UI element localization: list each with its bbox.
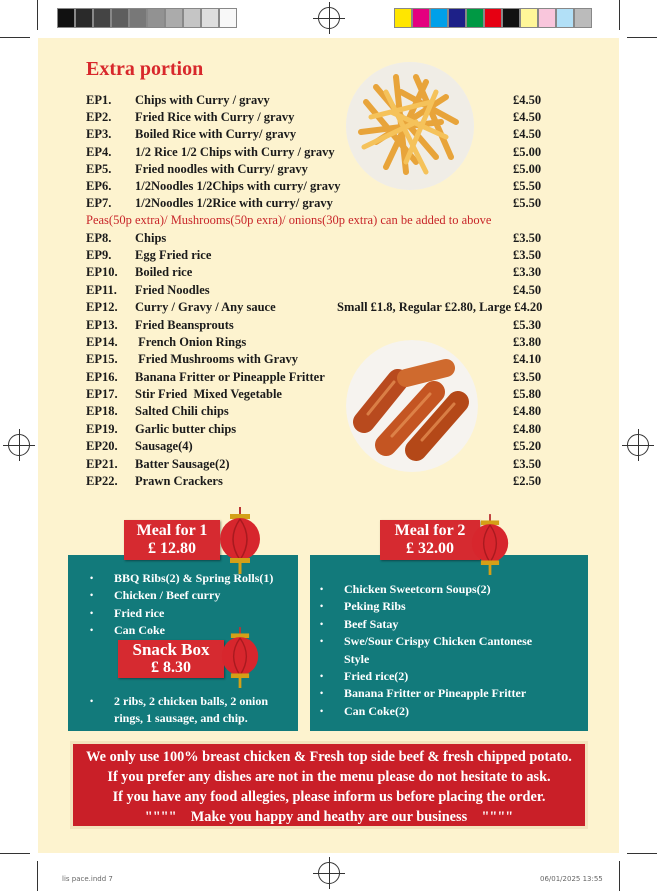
item-code: EP2. [86,110,112,124]
item-price: £4.50 [513,283,542,297]
footer-line: If you have any food allegies, please inform us before placing the order. [112,789,546,805]
item-name: Egg Fried rice [135,248,212,262]
item-code: EP22. [86,474,118,488]
registration-mark [627,434,649,456]
meal2-item: • Fried rice(2) [310,668,588,685]
item-name: Sausage(4) [135,439,193,453]
color-swatches [394,8,592,28]
item-code: EP7. [86,196,112,210]
file-slug: lis pace.indd 7 [62,875,113,883]
item-price: £4.10 [513,352,542,366]
item-name: Fried Rice with Curry / gravy [135,110,295,124]
item-price: £5.30 [513,318,542,332]
footer-line: We only use 100% breast chicken & Fresh top side beef & fresh chipped potato. [86,749,572,765]
meal2-item: • Swe/Sour Crispy Chicken Cantonese [310,633,588,650]
item-price: £3.50 [513,231,542,245]
item-price: £5.00 [513,162,542,176]
sausage-photo [346,340,478,472]
crop-mark [627,853,657,854]
meal-for-2-tag [380,520,480,560]
tag-title: Meal for 1 [136,522,208,539]
item-name: Fried Mushrooms with Gravy [135,352,298,366]
item-code: EP19. [86,422,118,436]
item-code: EP8. [86,231,112,245]
item-code: EP12. [86,300,118,314]
tag-title: Snack Box [132,640,210,659]
crop-mark [627,37,657,38]
item-name: Boiled Rice with Curry/ gravy [135,127,297,141]
item-name: 1/2Noodles 1/2Chips with curry/ gravy [135,179,341,193]
lantern-icon [220,626,260,690]
item-code: EP21. [86,457,118,471]
snack-box-tag [118,640,224,678]
footer-notice [70,741,588,829]
item-price: £3.50 [513,248,542,262]
item-code: EP1. [86,93,112,107]
meal1-item: • BBQ Ribs(2) & Spring Rolls(1) [68,570,298,587]
crop-mark [0,37,30,38]
item-price: £3.30 [513,265,542,279]
item-code: EP9. [86,248,112,262]
item-name: Stir Fried Mixed Vegetable [135,387,282,401]
meal2-item: • Can Coke(2) [310,703,588,720]
item-prices: Small £1.8, Regular £2.80, Large £4.20 [337,300,543,314]
item-name: Prawn Crackers [135,474,223,488]
tag-title: Meal for 2 [394,522,466,539]
tag-price: £ 8.30 [151,659,191,676]
gray-swatches [57,8,237,28]
section-title: Extra portion [86,58,204,80]
snack-item: • 2 ribs, 2 chicken balls, 2 onion [68,693,268,710]
meal2-item: • Chicken Sweetcorn Soups(2) [310,581,588,598]
item-name: Chips [135,231,167,245]
item-code: EP11. [86,283,117,297]
date-slug: 06/01/2025 13:55 [540,875,603,883]
meal2-item: • Peking Ribs [310,598,588,615]
crop-mark [619,0,620,30]
item-name: Fried Beansprouts [135,318,234,332]
item-name: Salted Chili chips [135,404,229,418]
item-name: Boiled rice [135,265,193,279]
item-price: £3.50 [513,370,542,384]
item-code: EP5. [86,162,112,176]
item-price: £3.80 [513,335,542,349]
meal1-item: • Can Coke [68,622,298,639]
item-code: EP17. [86,387,118,401]
crop-mark [0,853,30,854]
item-price: £3.50 [513,457,542,471]
item-code: EP3. [86,127,112,141]
item-name: 1/2 Rice 1/2 Chips with Curry / gravy [135,145,335,159]
item-name: Banana Fritter or Pineapple Fritter [135,370,325,384]
meal-for-1-tag [124,520,220,560]
tag-price: £ 32.00 [406,540,454,557]
meal2-item: • Banana Fritter or Pineapple Fritter [310,685,588,702]
lantern-icon [218,507,262,575]
item-price: £5.00 [513,145,542,159]
item-price: £5.50 [513,196,542,210]
item-code: EP15. [86,352,118,366]
item-price: £4.80 [513,404,542,418]
meal2-item: Style [344,651,370,666]
crop-mark [37,861,38,891]
item-price: £4.50 [513,110,542,124]
meal-for-2-panel [310,555,588,731]
item-code: EP6. [86,179,112,193]
item-name: Curry / Gravy / Any sauce [135,300,276,314]
item-name: Garlic butter chips [135,422,237,436]
extras-note: Peas(50p extra)/ Mushrooms(50p exra)/ onions(30p extra) can be added to above [86,213,492,227]
item-code: EP16. [86,370,118,384]
crop-mark [619,861,620,891]
item-name: Fried noodles with Curry/ gravy [135,162,308,176]
item-price: £5.50 [513,179,542,193]
lantern-icon [470,513,510,577]
chips-photo [346,62,474,190]
meal1-item: • Chicken / Beef curry [68,587,298,604]
item-code: EP13. [86,318,118,332]
snack-item: rings, 1 sausage, and chip. [114,711,248,726]
item-name: Chips with Curry / gravy [135,93,270,107]
item-price: £4.80 [513,422,542,436]
item-price: £4.50 [513,127,542,141]
item-code: EP18. [86,404,118,418]
registration-mark [8,434,30,456]
item-price: £4.50 [513,93,542,107]
item-code: EP14. [86,335,118,349]
item-code: EP10. [86,265,118,279]
footer-line: """" Make you happy and heathy are our business """" [144,809,514,825]
footer-line: If you prefer any dishes are not in the menu please do not hesitate to ask. [107,769,551,785]
item-code: EP20. [86,439,118,453]
item-price: £2.50 [513,474,542,488]
registration-mark [318,7,340,29]
meal1-item: • Fried rice [68,605,298,622]
registration-mark [318,862,340,884]
item-name: French Onion Rings [135,335,247,349]
tag-price: £ 12.80 [148,540,196,557]
item-price: £5.80 [513,387,542,401]
item-name: 1/2Noodles 1/2Rice with curry/ gravy [135,196,333,210]
crop-mark [37,0,38,30]
meal2-item: • Beef Satay [310,616,588,633]
item-price: £5.20 [513,439,542,453]
item-name: Fried Noodles [135,283,210,297]
item-code: EP4. [86,145,112,159]
item-name: Batter Sausage(2) [135,457,230,471]
